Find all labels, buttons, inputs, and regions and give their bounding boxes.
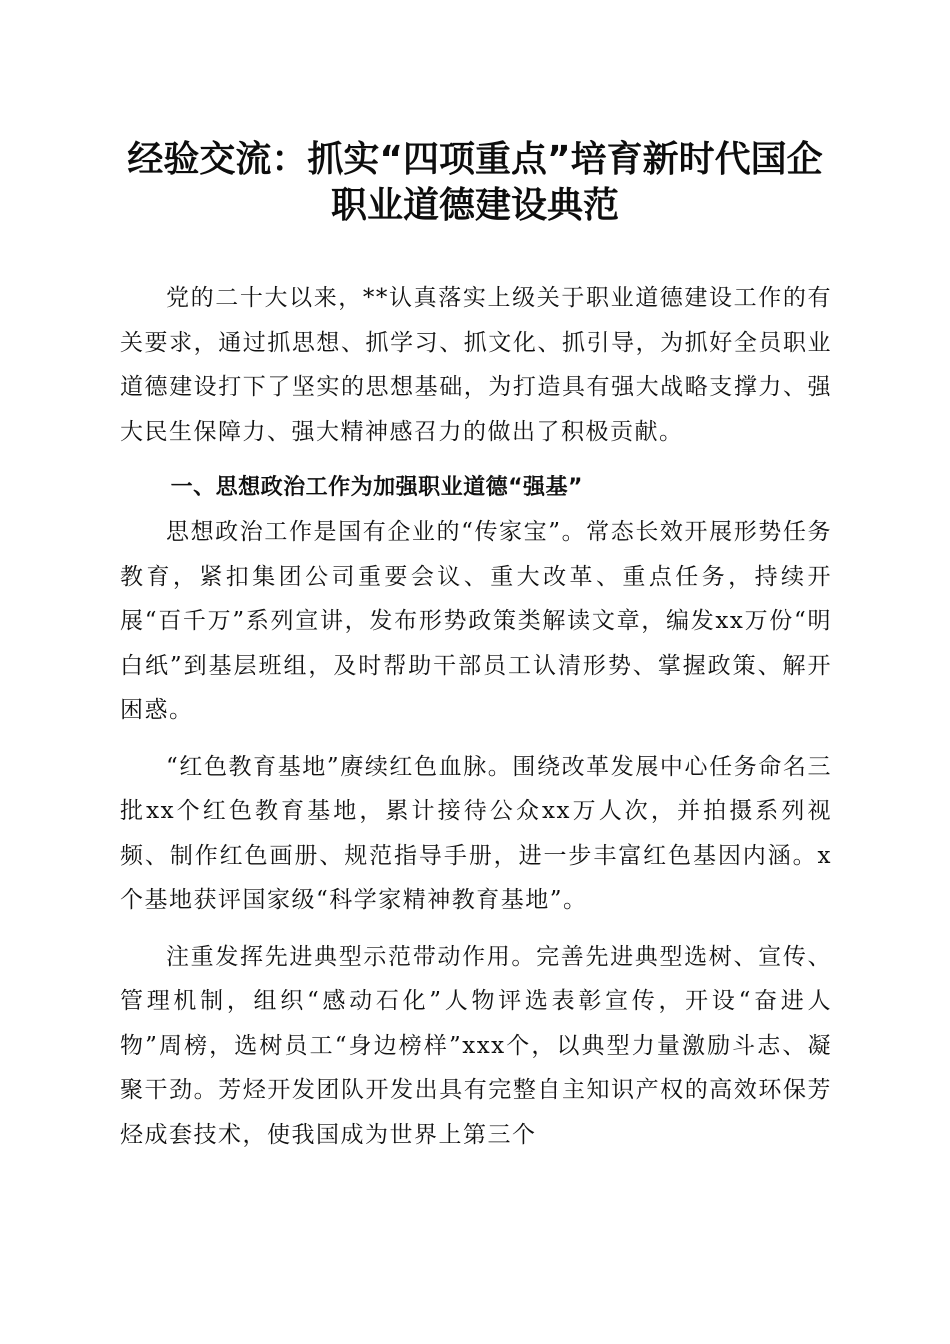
section-heading-1: 一、思想政治工作为加强职业道德“强基”	[170, 475, 584, 500]
document-body	[120, 276, 832, 1157]
document-title-line-1: 经验交流：抓实“四项重点”培育新时代国企	[127, 139, 823, 180]
paragraph-red-education-base: “红色教育基地”赓续红色血脉。围绕改革发展中心任务命名三批xx个红色教育基地，累计接待公众xx万人次，并拍摄系列视频、制作红色画册、规范指导手册，进一步丰富红色基因内涵。x个基地获评国家级“科学家精神教育基地”。	[120, 753, 832, 913]
document-title-line-2: 职业道德建设典范	[330, 185, 619, 226]
intro-paragraph: 党的二十大以来，**认真落实上级关于职业道德建设工作的有关要求，通过抓思想、抓学习、抓文化、抓引导，为抓好全员职业道德建设打下了坚实的思想基础，为打造具有强大战略支撑力、强大民生保障力、强大精神感召力的做出了积极贡献。	[120, 285, 832, 445]
paragraph-ideological-work: 思想政治工作是国有企业的“传家宝”。常态长效开展形势任务教育，紧扣集团公司重要会议、重大改革、重点任务，持续开展“百千万”系列宣讲，发布形势政策类解读文章，编发xx万份“明白纸”到基层班组，及时帮助干部员工认清形势、掌握政策、解开困惑。	[120, 519, 832, 723]
paragraph-advanced-models: 注重发挥先进典型示范带动作用。完善先进典型选树、宣传、管理机制，组织“感动石化”人物评选表彰宣传，开设“奋进人物”周榜，选树员工“身边榜样”xxx个，以典型力量激励斗志、凝聚干劲。芳烃开发团队开发出具有完整自主知识产权的高效环保芳烃成套技术，使我国成为世界上第三个	[120, 943, 832, 1148]
